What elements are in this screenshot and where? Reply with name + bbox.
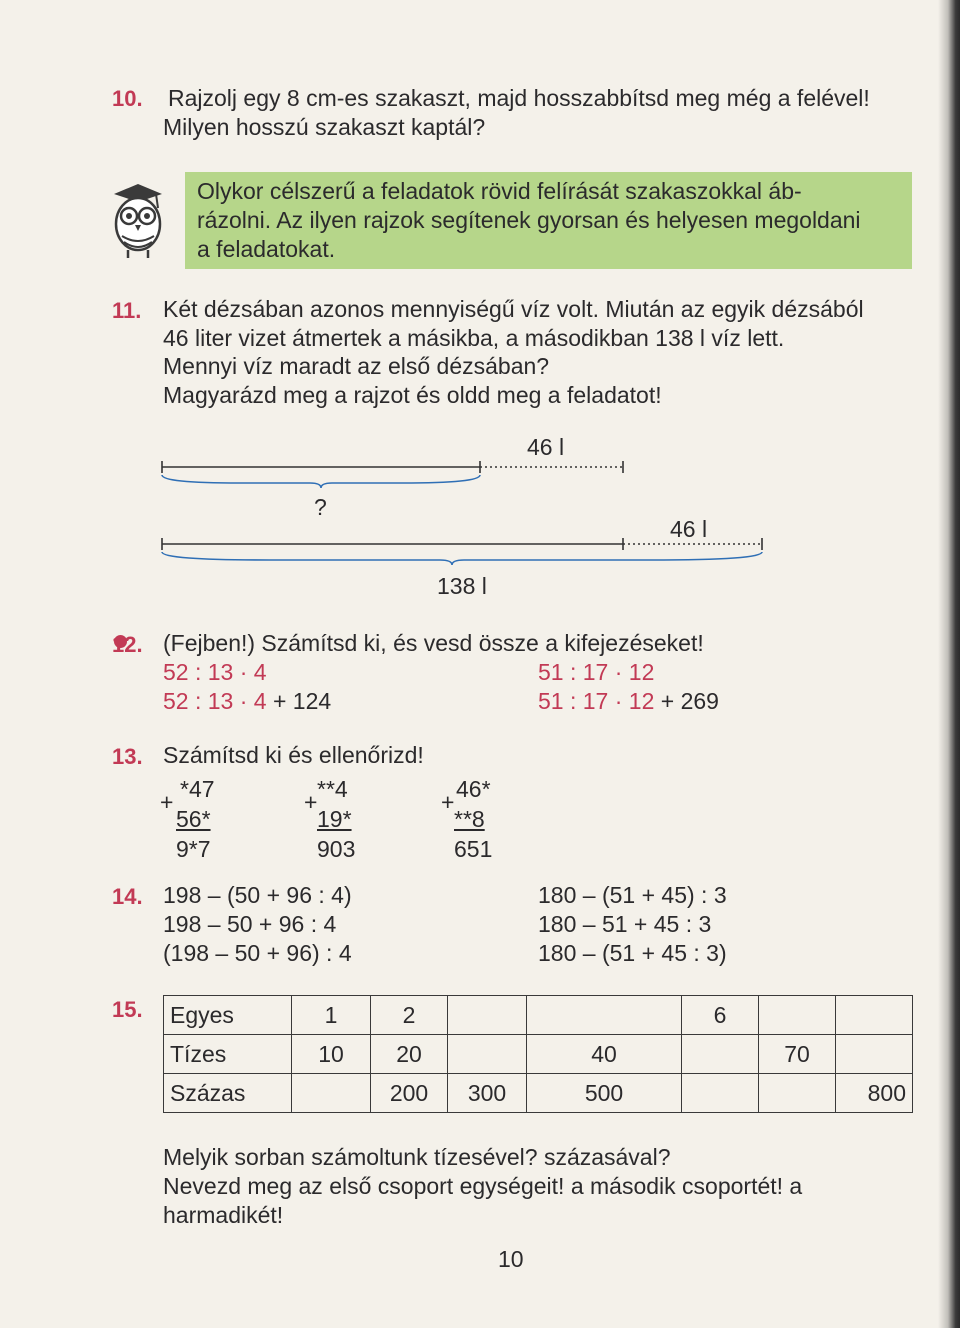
page-number: 10 xyxy=(498,1246,524,1272)
exercise-12-left2-expr: 52 : 13 · 4 xyxy=(163,688,267,714)
table-cell xyxy=(448,1035,527,1074)
table-cell xyxy=(682,1074,759,1113)
tip-line1: Olykor célszerű a feladatok rövid felírását szakaszokkal áb- xyxy=(197,178,802,204)
tip-text xyxy=(197,177,902,264)
plus-sign: + xyxy=(160,789,174,815)
exercise-11-line3: Mennyi víz maradt az első dézsában? xyxy=(163,353,550,379)
exercise-12-right2-expr: 51 : 17 · 12 xyxy=(538,688,655,714)
table-cell: 2 xyxy=(371,996,448,1035)
table-cell xyxy=(527,996,682,1035)
table-cell xyxy=(836,996,913,1035)
table-cell: Százas xyxy=(164,1074,292,1113)
table-cell: 1 xyxy=(292,996,371,1035)
exercise-12-title: (Fejben!) Számítsd ki, és vesd össze a kifejezéseket! xyxy=(163,630,704,656)
diagram-label-question: ? xyxy=(314,494,327,520)
exercise-10-line1: Rajzolj egy 8 cm-es szakaszt, majd hosszabbítsd meg még a felével! xyxy=(168,85,870,111)
sum-result: 903 xyxy=(317,836,356,862)
sum-result: 651 xyxy=(454,836,493,862)
addend-top: 46* xyxy=(456,776,491,802)
exercise-14-left1: 198 – (50 + 96 : 4) xyxy=(163,882,352,908)
table-cell: 10 xyxy=(292,1035,371,1074)
sum-result: 9*7 xyxy=(176,836,211,862)
tip-line3: a feladatokat. xyxy=(197,236,336,262)
table-cell: 200 xyxy=(371,1074,448,1113)
exercise-12-right1: 51 : 17 · 12 xyxy=(538,659,655,685)
diagram-label-bottom: 138 l xyxy=(437,573,487,599)
exercise-10-line2: Milyen hosszú szakaszt kaptál? xyxy=(163,114,486,140)
exercise-12-left1: 52 : 13 · 4 xyxy=(163,659,267,685)
table-cell xyxy=(759,1074,836,1113)
table-cell xyxy=(448,996,527,1035)
addend-top: **4 xyxy=(317,776,348,802)
table-cell: 6 xyxy=(682,996,759,1035)
exercise-13-title: Számítsd ki és ellenőrizd! xyxy=(163,742,424,768)
exercise-15-question1: Melyik sorban számoltunk tízesével? százasával? xyxy=(163,1144,671,1170)
exercise-14-right3: 180 – (51 + 45 : 3) xyxy=(538,940,727,966)
exercise-12-number: 12. xyxy=(112,632,143,657)
table-row-tizes xyxy=(164,1035,913,1074)
table-cell: 40 xyxy=(527,1035,682,1074)
exercise-15-question3: harmadikét! xyxy=(163,1202,284,1228)
table-cell: 500 xyxy=(527,1074,682,1113)
exercise-14-left2: 198 – 50 + 96 : 4 xyxy=(163,911,337,937)
table-cell: 70 xyxy=(759,1035,836,1074)
place-value-table xyxy=(163,995,913,1113)
exercise-14-number: 14. xyxy=(112,884,143,909)
diagram-label-top: 46 l xyxy=(527,434,565,460)
exercise-14-right1: 180 – (51 + 45) : 3 xyxy=(538,882,727,908)
exercise-10-number: 10. xyxy=(112,86,143,111)
table-cell: Tízes xyxy=(164,1035,292,1074)
exercise-11-number: 11. xyxy=(112,298,142,323)
exercise-12-right2 xyxy=(538,687,719,716)
exercise-15-number: 15. xyxy=(112,997,143,1022)
exercise-12-right2-add: + 269 xyxy=(654,688,719,714)
table-cell: Egyes xyxy=(164,996,292,1035)
exercise-14-left3: (198 – 50 + 96) : 4 xyxy=(163,940,352,966)
exercise-11-line4: Magyarázd meg a rajzot és oldd meg a feladatot! xyxy=(163,382,662,408)
owl-teacher-icon xyxy=(108,180,168,260)
plus-sign: + xyxy=(304,789,318,815)
table-row-szazas xyxy=(164,1074,913,1113)
exercise-14-right2: 180 – 51 + 45 : 3 xyxy=(538,911,712,937)
addend-bottom: 19* xyxy=(317,806,352,832)
page-edge-shadow xyxy=(938,0,960,1328)
addend-bottom: **8 xyxy=(454,806,485,832)
tip-line2: rázolni. Az ilyen rajzok segítenek gyorsan és helyesen megoldani xyxy=(197,207,861,233)
table-row-egyes xyxy=(164,996,913,1035)
table-cell xyxy=(836,1035,913,1074)
table-cell xyxy=(759,996,836,1035)
exercise-11-line2: 46 liter vizet átmertek a másikba, a másodikban 138 l víz lett. xyxy=(163,325,785,351)
exercise-15-question2: Nevezd meg az első csoport egységeit! a második csoportét! a xyxy=(163,1173,803,1199)
plus-sign: + xyxy=(441,789,455,815)
table-cell: 800 xyxy=(836,1074,913,1113)
table-cell xyxy=(292,1074,371,1113)
addend-bottom: 56* xyxy=(176,806,211,832)
exercise-11-line1: Két dézsában azonos mennyiségű víz volt. Miután az egyik dézsából xyxy=(163,296,864,322)
diagram-label-mid: 46 l xyxy=(670,516,708,542)
addend-top: *47 xyxy=(180,776,215,802)
table-cell xyxy=(682,1035,759,1074)
exercise-12-left2 xyxy=(163,687,331,716)
table-cell: 20 xyxy=(371,1035,448,1074)
table-cell: 300 xyxy=(448,1074,527,1113)
exercise-12-left2-add: + 124 xyxy=(266,688,332,714)
exercise-13-number: 13. xyxy=(112,744,143,769)
